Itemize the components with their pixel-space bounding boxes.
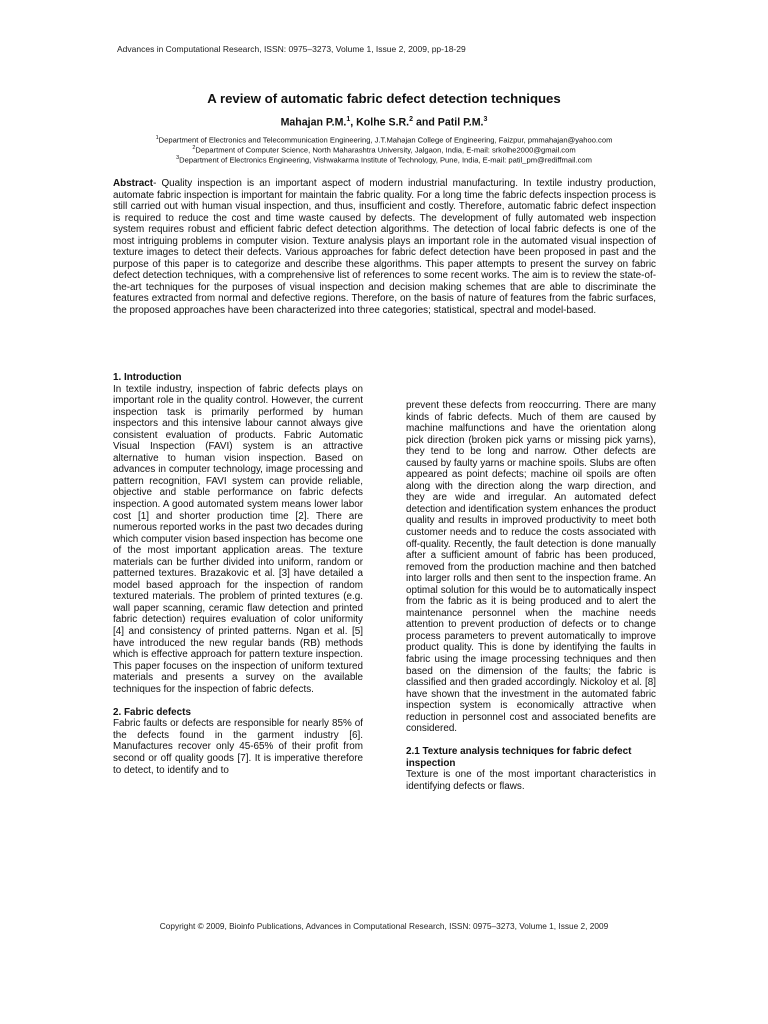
right-column [406,400,656,793]
affiliation-text: Department of Electronics and Telecommunication Engineering, J.T.Mahajan College of Engineering, Faizpur, pmmahajan@yahoo.com [158,135,613,145]
author-affil-mark: 3 [483,116,488,123]
author-name: Kolhe S.R. [356,116,410,129]
section-heading-introduction: 1. Introduction [113,372,182,383]
affiliation-mark: 3 [176,155,180,161]
section-heading-fabric-defects: 2. Fabric defects [113,706,191,718]
copyright-footer: Copyright © 2009, Bioinfo Publications, Advances in Computational Research, ISSN: 0975–3273, Volume 1, Issue 2, 2009 [159,921,609,931]
author-separator: and [413,116,438,129]
abstract-label: Abstract [113,178,154,189]
running-head: Advances in Computational Research, ISSN: 0975–3273, Volume 1, Issue 2, 2009, pp-18-29 [117,44,466,54]
fabric-defects-paragraph: Fabric faults or defects are responsible for nearly 85% of the defects found in the garment industry [6]. Manufactures recover only 45-65% of their profit from second or off quality goods [7]. It is imperative therefore to detect, to identify and to [113,718,363,776]
author-name: Mahajan P.M. [280,116,347,129]
section-heading-texture-analysis: 2.1 Texture analysis techniques for fabric defect inspection [406,746,632,769]
author-list [0,116,768,129]
introduction-paragraph: In textile industry, inspection of fabric defects plays on important role in the quality control. However, the current inspection task is primarily performed by human inspectors and this intensive labour cannot always give consistent evaluation of products. Fabric Automatic Visual Inspection (FAVI) system is an attractive alternative to human vision inspection. Based on advances in computer technology, image processing and pattern recognition, FAVI system can provide reliable, objective and stable performance on fabric defects inspection. A good automated system means lower labor cost [1] and shorter production time [2]. There are numerous reported works in the past two decades during which computer vision based inspection has become one of the most important application areas. The texture materials can be further divided into uniform, random or patterned textures. Brazakovic et al. [3] have detailed a model based approach for the inspection of random textured materials. The problem of printed textures (e.g. wall paper scanning, ceramic flaw detection and printed fabric detection) requires evaluation of color uniformity [4] and consistency of printed patterns. Ngan et al. [5] have introduced the new regular bands (RB) methods which is effective approach for pattern texture inspection. This paper focuses on the inspection of uniform textured materials and presents a survey on the available techniques for the inspection of fabric defects. [113,383,363,695]
affiliation-mark: 2 [192,145,196,151]
left-column [113,372,363,776]
affiliation-text: Department of Computer Science, North Maharashtra University, Jalgaon, India, E-mail: srkolhe2000@gmail.com [195,145,576,155]
author-affil-mark: 2 [409,116,414,123]
affiliation-text: Department of Electronics Engineering, Vishwakarma Institute of Technology, Pune, India, E-mail: patil_pm@rediffmail.com [179,155,592,165]
affiliation-mark: 1 [155,135,159,141]
abstract [113,178,656,317]
paper-title: A review of automatic fabric defect detection techniques [207,91,561,106]
author-affil-mark: 1 [346,116,351,123]
author-separator: , [350,116,357,129]
fabric-defects-continued-paragraph: prevent these defects from reoccurring. There are many kinds of fabric defects. Much of them are caused by machine malfunctions and have the orientation along pick direction (broken pick yarns or missing pick yarns), they tend to be long and narrow. Other defects are caused by faulty yarns or machine spoils. Slubs are often appeared as point defects; machine oil spoils are often along with the direction along the warp direction, and they are wide and irregular. An automated defect detection and identification system enhances the product quality and results in improved productivity to meet both customer needs and to reduce the costs associated with off-quality. Recently, the fault detection is done manually after a sufficient amount of fabric has been produced, removed from the production machine and then batched into larger rolls and then sent to the inspection frame. An optimal solution for this would be to automatically inspect from the fabric as it is being produced and to alert the maintenance personnel when the machine needs attention to prevent production of defects or to change process parameters to prevent automatically to improve product quality. This is done by identifying the faults in fabric using the image processing techniques and then based on the dimension of the faults; the fabric is classified and then graded accordingly. Nickoloy et al. [8] have shown that the investment in the automated fabric inspection system is economically attractive when reduction in personnel cost and associated benefits are considered. [406,400,656,735]
author-name: Patil P.M. [437,116,484,129]
abstract-text: - Quality inspection is an important aspect of modern industrial manufacturing. In textile industry production, automate fabric inspection is important for maintain the fabric quality. For a long time the fabric defects inspection process is still carried out with human visual inspection, and thus, insufficient and costly. Therefore, automatic fabric defect inspection is required to reduce the cost and time waste caused by defects. The development of fully automated web inspection system requires robust and efficient fabric defect detection algorithms. The detection of local fabric defects is one of the most intriguing problems in computer vision. Texture analysis plays an important role in the automated visual inspection of texture images to detect their defects. Various approaches for fabric defect detection have been proposed in past and the purpose of this paper is to categorize and describe these algorithms. This paper attempts to present the survey on fabric defect detection techniques, with a comprehensive list of references to some recent works. The aim is to review the state-of-the-art techniques for the purposes of visual inspection and decision making schemes that are able to discriminate the features extracted from normal and defective regions. Therefore, on the basis of nature of features from the fabric surfaces, the proposed approaches have been characterized into three categories; statistical, spectral and model-based. [113,178,656,317]
texture-analysis-paragraph: Texture is one of the most important characteristics in identifying defects or flaws. [406,769,656,792]
affiliation [0,153,768,166]
